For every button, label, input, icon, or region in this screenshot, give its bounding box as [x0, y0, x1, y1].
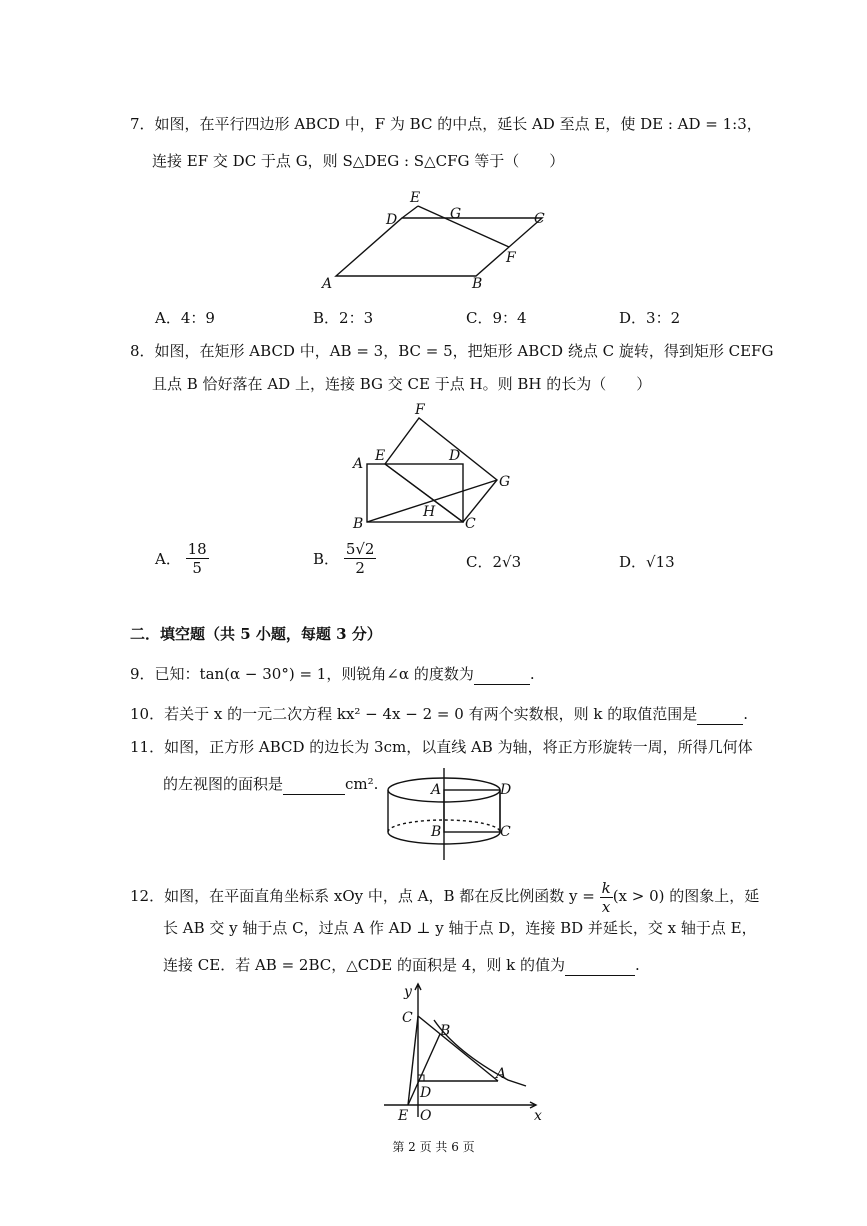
- q8-option-a-label: A．: [155, 550, 181, 568]
- q7-option-b[interactable]: B．2：3: [313, 309, 374, 327]
- q7-label-a: A: [322, 276, 333, 292]
- q8-label-d: D: [449, 448, 461, 464]
- q12-label-b: B: [440, 1023, 451, 1039]
- q7-label-c: C: [534, 211, 545, 227]
- q11-label-a: A: [431, 782, 442, 798]
- q8-label-a: A: [353, 456, 364, 472]
- q12-label-x: x: [534, 1108, 542, 1124]
- q12-label-c: C: [402, 1010, 413, 1026]
- q12-fraction-denominator: x: [601, 897, 611, 916]
- q7-segment-de: [402, 206, 418, 218]
- q7-parallelogram: [336, 218, 542, 276]
- q8-label-e: E: [375, 448, 386, 464]
- q8-option-d[interactable]: D．√13: [619, 553, 675, 571]
- q12-end: .: [634, 956, 640, 974]
- q11-figure: [375, 768, 535, 863]
- q8-option-b-numerator: 5√2: [345, 540, 375, 558]
- q10: [130, 704, 748, 725]
- q11-line2-text: 的左视图的面积是: [163, 775, 284, 793]
- q7-option-c[interactable]: C．9：4: [466, 309, 527, 327]
- q8-label-h: H: [423, 504, 436, 520]
- q10-end: .: [743, 705, 748, 723]
- q9-answer-blank[interactable]: [474, 664, 530, 685]
- q8-option-b-denominator: 2: [355, 559, 365, 577]
- q8-option-a-fraction: [186, 540, 209, 577]
- section-2-title: 二．填空题（共 5 小题，每题 3 分）: [130, 625, 382, 643]
- q8-option-b-label: B．: [313, 550, 340, 568]
- q12-label-y: y: [404, 984, 412, 1000]
- q7-segment-ef: [418, 206, 509, 247]
- q8-label-c: C: [465, 516, 476, 532]
- q12-line1-text: 12．如图，在平面直角坐标系 xOy 中，点 A，B 都在反比例函数 y =: [130, 887, 595, 905]
- q12-answer-blank[interactable]: [565, 955, 635, 976]
- q8-option-a-denominator: 5: [192, 559, 202, 577]
- q11-line2: [163, 774, 378, 795]
- q8-label-b: B: [353, 516, 364, 532]
- q7-label-f: F: [506, 250, 516, 266]
- q12-figure: [378, 982, 548, 1122]
- q12-line1-tail: (x > 0) 的图象上，延: [612, 887, 760, 905]
- q12-fraction-numerator: k: [601, 878, 611, 897]
- page-footer: 第 2 页 共 6 页: [392, 1140, 475, 1154]
- q7-figure: [320, 190, 560, 295]
- q11-label-b: B: [431, 824, 442, 840]
- q12-line3: [163, 955, 640, 976]
- q7-label-g: G: [450, 206, 462, 222]
- q7-option-d[interactable]: D．3：2: [619, 309, 681, 327]
- q12-line2: 长 AB 交 y 轴于点 C，过点 A 作 AD ⊥ y 轴于点 D，连接 BD 并延长，交 x 轴于点 E，: [163, 919, 757, 937]
- q8-option-c[interactable]: C．2√3: [466, 553, 522, 571]
- q8-option-b[interactable]: [313, 540, 376, 577]
- q8-rect-abcd: [367, 464, 463, 522]
- q8-option-a[interactable]: [155, 540, 209, 577]
- q7-label-b: B: [472, 276, 483, 292]
- q12-line3-text: 连接 CE．若 AB = 2BC，△CDE 的面积是 4，则 k 的值为: [163, 956, 565, 974]
- q8-line2: 且点 B 恰好落在 AD 上，连接 BG 交 CE 于点 H。则 BH 的长为（ ）: [152, 375, 652, 393]
- q8-label-g: G: [499, 474, 511, 490]
- q12-label-o: O: [420, 1108, 432, 1124]
- q7-label-e: E: [410, 190, 421, 206]
- q8-option-b-fraction: [344, 540, 377, 577]
- q8-figure: [345, 400, 525, 535]
- q7-option-a[interactable]: A．4：9: [155, 309, 215, 327]
- q12-label-a: A: [496, 1066, 507, 1082]
- q12-label-e: E: [398, 1108, 409, 1124]
- q12-label-d: D: [420, 1085, 432, 1101]
- q7-line2: 连接 EF 交 DC 于点 G，则 S△DEG : S△CFG 等于（ ）: [152, 152, 565, 170]
- q11-line1: 11．如图，正方形 ABCD 的边长为 3cm，以直线 AB 为轴，将正方形旋转一周，所得几何体: [130, 738, 753, 756]
- q11-label-c: C: [500, 824, 511, 840]
- q9-text: 9．已知：tan(α − 30°) = 1，则锐角∠α 的度数为: [130, 665, 474, 683]
- q10-text: 10．若关于 x 的一元二次方程 kx² − 4x − 2 = 0 有两个实数根，则 k 的取值范围是: [130, 705, 698, 723]
- q12-line1: [130, 876, 759, 916]
- q10-answer-blank[interactable]: [697, 704, 743, 725]
- q12-segment-ce: [408, 1016, 418, 1105]
- q9-end: .: [529, 665, 535, 683]
- q11-answer-blank[interactable]: [283, 774, 345, 795]
- q11-unit: cm².: [345, 775, 379, 793]
- q11-label-d: D: [500, 782, 512, 798]
- q9: [130, 664, 535, 685]
- q8-label-f: F: [415, 402, 425, 418]
- q7-label-d: D: [386, 212, 398, 228]
- q12-segment-cab: [418, 1016, 498, 1081]
- q7-line1: 7．如图，在平行四边形 ABCD 中，F 为 BC 的中点，延长 AD 至点 E，使 DE : AD = 1:3，: [130, 115, 762, 133]
- q12-fraction: [600, 879, 613, 916]
- q8-line1: 8．如图，在矩形 ABCD 中，AB = 3，BC = 5，把矩形 ABCD 绕点 C 旋转，得到矩形 CEFG: [130, 342, 774, 360]
- q8-option-a-numerator: 18: [187, 540, 207, 558]
